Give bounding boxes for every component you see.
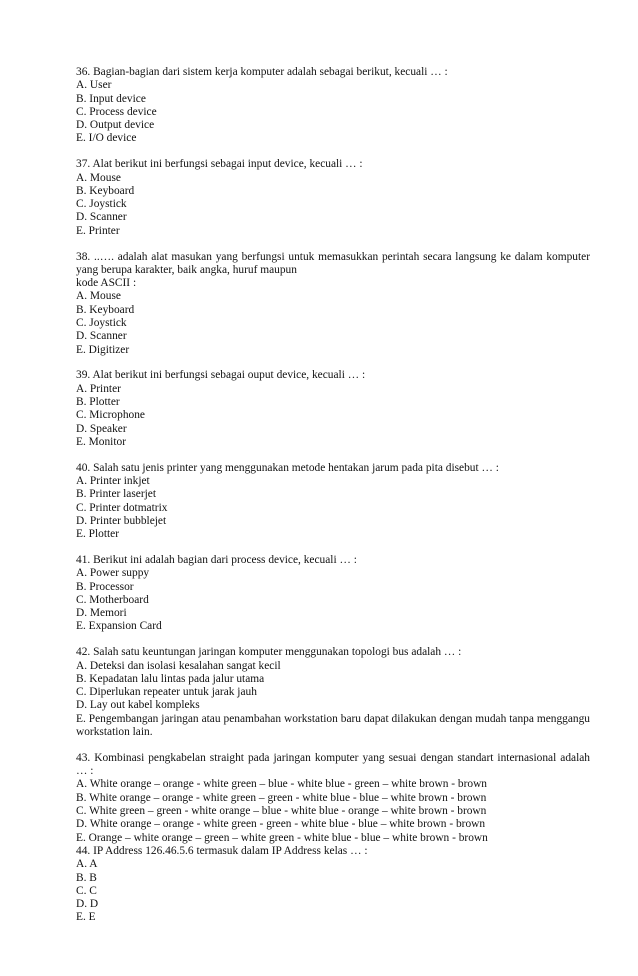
option-c: C. Joystick [76, 317, 127, 330]
option-e: E. Monitor [76, 435, 126, 448]
option-a: A. Deteksi dan isolasi kesalahan sangat kecil [76, 659, 281, 672]
option-a: A. Printer inkjet [76, 475, 150, 488]
question-list [76, 66, 590, 925]
option-d: D. Scanner [76, 330, 127, 343]
option-c: C. Process device [76, 105, 157, 118]
option-b: B. B [76, 871, 97, 884]
option-e: E. I/O device [76, 132, 137, 145]
option-e: E. Plotter [76, 528, 120, 541]
question-36 [76, 66, 590, 146]
option-a: A. A [76, 858, 98, 871]
question-stem: 37. Alat berikut ini berfungsi sebagai input device, kecuali … : [76, 158, 363, 171]
option-d: D. Printer bubblejet [76, 514, 167, 527]
option-d: D. D [76, 898, 99, 911]
question-stem: 41. Berikut ini adalah bagian dari process device, kecuali … : [76, 554, 357, 566]
question-stem: 38. ..…. adalah alat masukan yang berfungsi untuk memasukkan perintah secara langsung ke dalam komputer yang berupa karakter, baik angka, huruf maupun [76, 250, 590, 276]
option-c: C. Microphone [76, 409, 145, 422]
question-37 [76, 158, 590, 238]
option-e: E. Printer [76, 224, 120, 237]
option-e: E. E [76, 911, 96, 924]
option-d: D. Output device [76, 119, 155, 132]
question-43 [76, 752, 590, 845]
option-b: B. Kepadatan lalu lintas pada jalur utama [76, 672, 265, 685]
option-c: C. C [76, 884, 97, 897]
option-d: D. Memori [76, 607, 127, 620]
option-a: A. White orange – orange - white green – blue - white blue - green – white brown - brown [76, 778, 487, 791]
option-b: B. Keyboard [76, 303, 135, 316]
question-stem: 43. Kombinasi pengkabelan straight pada jaringan komputer yang sesuai dengan standart internasional adalah … : [76, 751, 590, 778]
option-c: C. Joystick [76, 198, 127, 211]
question-38 [76, 251, 590, 357]
option-b: B. Keyboard [76, 184, 135, 197]
option-e: E. Digitizer [76, 343, 130, 356]
question-stem: 40. Salah satu jenis printer yang menggunakan metode hentakan jarum pada pita disebut … : [76, 461, 499, 474]
question-stem: 36. Bagian-bagian dari sistem kerja komputer adalah sebagai berikut, kecuali … : [76, 66, 448, 78]
option-e: E. Expansion Card [76, 620, 162, 633]
option-d: D. Lay out kabel kompleks [76, 699, 200, 712]
option-d: D. Scanner [76, 211, 127, 224]
option-e: E. Pengembangan jaringan atau penambahan workstation baru dapat dilakukan dengan mudah tanpa menggangu workstation lain. [76, 712, 590, 739]
question-39 [76, 369, 590, 449]
option-a: A. User [76, 79, 112, 92]
question-40 [76, 462, 590, 542]
option-c: C. Printer dotmatrix [76, 501, 168, 514]
option-b: B. Processor [76, 580, 134, 593]
question-stem: 42. Salah satu keuntungan jaringan komputer menggunakan topologi bus adalah … : [76, 646, 462, 659]
option-a: A. Printer [76, 382, 121, 395]
option-c: C. Diperlukan repeater untuk jarak jauh [76, 686, 257, 699]
option-c: C. Motherboard [76, 593, 149, 606]
option-d: D. White orange – orange - white green - green - white blue - blue – white brown - brown [76, 818, 486, 831]
option-b: B. Input device [76, 92, 146, 105]
option-a: A. Mouse [76, 290, 121, 303]
option-b: B. White orange – orange - white green – green - white blue - blue – white brown - brown [76, 791, 487, 804]
option-a: A. Mouse [76, 171, 121, 184]
question-stem: 39. Alat berikut ini berfungsi sebagai ouput device, kecuali … : [76, 369, 366, 382]
option-a: A. Power suppy [76, 567, 150, 580]
question-44 [76, 845, 590, 925]
question-stem: 44. IP Address 126.46.5.6 termasuk dalam IP Address kelas … : [76, 844, 368, 857]
option-c: C. White green – green - white orange – blue - white blue - orange – white brown - brown [76, 805, 487, 818]
option-d: D. Speaker [76, 422, 127, 435]
question-42 [76, 646, 590, 739]
question-41 [76, 554, 590, 634]
option-e: E. Orange – white orange – green – white green - white blue - blue – white brown - brown [76, 831, 488, 844]
option-b: B. Printer laserjet [76, 488, 157, 501]
question-stem-continuation: kode ASCII : [76, 277, 137, 290]
option-b: B. Plotter [76, 396, 120, 409]
